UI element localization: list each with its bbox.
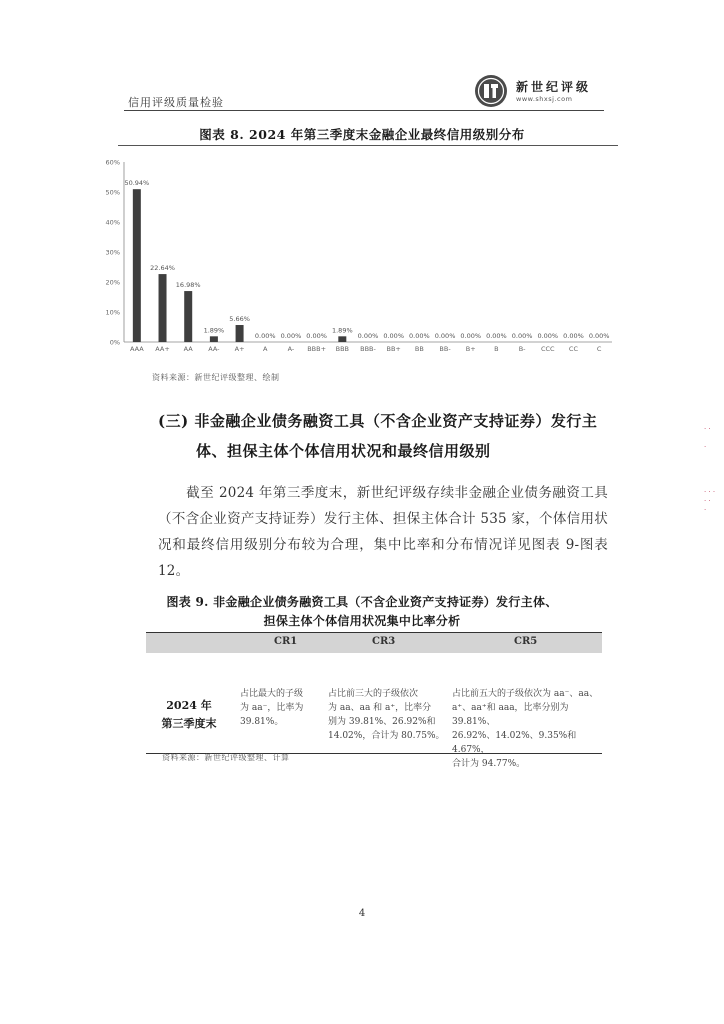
cell-cr1-line: 为 aa⁻，比率为 (240, 703, 304, 713)
section-heading-line2: 体、担保主体个体信用状况和最终信用级别 (196, 442, 491, 460)
row-label-quarter: 第三季度末 (161, 717, 217, 730)
bar (338, 336, 346, 342)
bar (236, 325, 244, 342)
header-section-name: 信用评级质量检验 (128, 96, 224, 109)
bar (184, 291, 192, 342)
data-label: 0.00% (280, 332, 302, 340)
y-tick-label: 60% (105, 158, 120, 167)
row-label (154, 697, 224, 733)
y-tick-label: 0% (109, 338, 120, 347)
data-label: 0.00% (588, 332, 610, 340)
x-tick-label: BB (414, 345, 424, 353)
data-label: 50.94% (124, 179, 150, 188)
data-label: 0.00% (511, 332, 533, 340)
data-label: 22.64% (150, 264, 175, 273)
cell-cr1-line: 占比最大的子级 (240, 689, 304, 699)
data-label: 5.66% (229, 315, 250, 324)
y-tick-label: 30% (105, 248, 120, 257)
table-source: 资料来源：新世纪评级整理、计算 (162, 753, 290, 762)
x-tick-label: A+ (234, 345, 245, 353)
data-label: 0.00% (306, 332, 327, 340)
x-tick-label: BB+ (386, 345, 401, 353)
table-header-row (146, 633, 602, 653)
section-paragraph-text: 截至 2024 年第三季度末，新世纪评级存续非金融企业债务融资工具（不含企业资产支持证券）发行主体、担保主体合计 535 家，个体信用状况和最终信用级别分布较为合理，集中比率和分布情况详见图表 9-图表 12。 (158, 485, 608, 579)
column-header-cr5: CR5 (514, 636, 538, 647)
x-tick-label: BBB+ (307, 345, 327, 353)
x-tick-label: AAA (129, 345, 144, 353)
x-tick-label: AA (183, 345, 193, 353)
data-label: 0.00% (563, 332, 584, 340)
data-label: 0.00% (537, 332, 559, 340)
section-paragraph (158, 480, 608, 584)
bar (159, 274, 167, 342)
data-label: 0.00% (357, 332, 379, 340)
x-tick-label: AA- (208, 345, 220, 353)
x-tick-label: B- (518, 345, 526, 353)
data-label: 1.89% (331, 326, 353, 335)
x-tick-label: CCC (540, 345, 555, 353)
scan-edge-marks: · · · · · · · · · (704, 425, 716, 514)
cell-cr3-line: 为 aa、aa 和 a⁺，比率分 (328, 703, 432, 713)
x-tick-label: B+ (465, 345, 476, 353)
brand-logo (474, 70, 604, 110)
cell-cr3-line: 别为 39.81%、26.92%和 (328, 717, 436, 727)
cell-cr5-line: a⁺、aa⁺和 aaa，比率分别为 39.81%、 (452, 703, 569, 727)
bar (133, 189, 141, 342)
figure-title: 图表 8. 2024 年第三季度末金融企业最终信用级别分布 (199, 127, 525, 142)
data-label: 0.00% (409, 332, 430, 340)
x-tick-label: BBB- (360, 345, 376, 353)
brand-seal-icon (474, 74, 508, 108)
bar (210, 336, 218, 342)
cell-cr5 (452, 687, 602, 771)
x-tick-label: A- (287, 345, 295, 353)
x-tick-label: C (596, 345, 602, 353)
x-tick-label: B (494, 345, 499, 353)
x-tick-label: CC (568, 345, 579, 353)
data-label: 0.00% (486, 332, 507, 340)
y-tick-label: 40% (105, 218, 120, 227)
data-label: 0.00% (254, 332, 276, 340)
brand-name: 新世纪评级 (516, 80, 592, 94)
data-label: 0.00% (460, 332, 482, 340)
cell-cr5-line: 26.92%、14.02%、9.35%和 4.67%， (452, 731, 577, 755)
brand-url: www.shxsj.com (516, 95, 573, 103)
row-label-year: 2024 年 (166, 699, 212, 712)
column-header-cr1: CR1 (274, 636, 298, 647)
cell-cr3 (328, 687, 448, 743)
table-title-line2: 担保主体个体信用状况集中比率分析 (263, 614, 461, 628)
y-tick-label: 10% (105, 308, 120, 317)
table-title-line1: 图表 9. 非金融企业债务融资工具（不含企业资产支持证券）发行主体、 (166, 595, 558, 609)
x-tick-label: BB- (439, 345, 451, 353)
section-heading-line1: (三) 非金融企业债务融资工具（不含企业资产支持证券）发行主 (158, 412, 598, 430)
x-tick-label: A (263, 345, 268, 353)
data-label: 0.00% (434, 332, 456, 340)
data-label: 0.00% (383, 332, 405, 340)
y-tick-label: 50% (105, 188, 120, 197)
data-label: 1.89% (203, 326, 225, 335)
cell-cr3-line: 14.02%，合计为 80.75%。 (328, 731, 445, 741)
rating-distribution-chart (100, 150, 620, 362)
x-tick-label: BBB (335, 345, 350, 353)
cell-cr1-line: 39.81%。 (240, 717, 284, 727)
column-header-cr3: CR3 (372, 636, 396, 647)
cell-cr3-line: 占比前三大的子级依次 (328, 689, 419, 699)
figure-source: 资料来源：新世纪评级整理、绘制 (152, 373, 280, 382)
cell-cr5-line: 合计为 94.77%。 (452, 759, 526, 769)
cell-cr5-line: 占比前五大的子级依次为 aa⁻、aa、 (452, 689, 599, 699)
figure-divider (118, 145, 618, 146)
header-divider (124, 110, 604, 111)
cell-cr1 (240, 687, 316, 729)
data-label: 16.98% (175, 281, 201, 290)
x-tick-label: AA+ (155, 345, 170, 353)
y-tick-label: 20% (105, 278, 120, 287)
page-number: 4 (358, 908, 366, 919)
